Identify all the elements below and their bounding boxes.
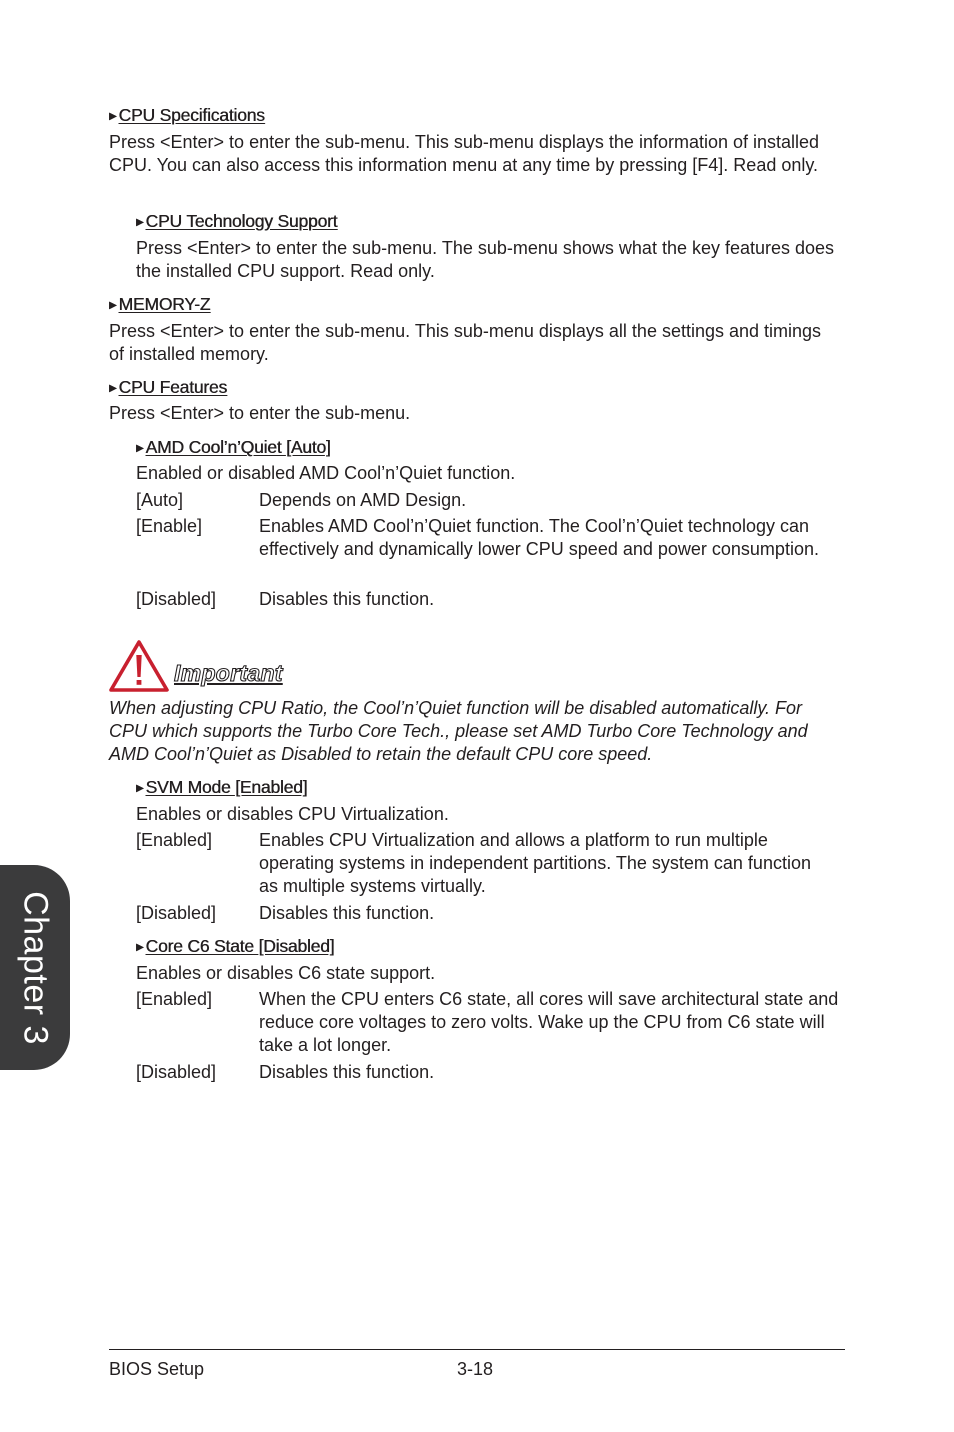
cpu-specifications-text: Press <Enter> to enter the sub-menu. This sub-menu displays the information of installed CPU. You can also access this information menu at any time by pressing [F4]. Read only. bbox=[109, 132, 820, 175]
svm-mode-text: Enables or disables CPU Virtualization. bbox=[136, 804, 449, 824]
option-description: Enables AMD Cool’n’Quiet function. The Cool’n’Quiet technology can effectively and dynamically lower CPU speed and power consumption. bbox=[259, 516, 819, 559]
core-c6-state-heading: ▶ Core C6 State [Disabled] bbox=[136, 935, 334, 959]
triangle-bullet-icon: ▶ bbox=[109, 383, 117, 394]
triangle-bullet-icon: ▶ bbox=[109, 111, 117, 122]
triangle-bullet-icon: ▶ bbox=[136, 942, 144, 953]
triangle-bullet-icon: ▶ bbox=[109, 300, 117, 311]
cpu-specifications-heading: ▶ CPU Specifications bbox=[109, 104, 265, 128]
option-key: [Disabled] bbox=[136, 903, 217, 923]
triangle-bullet-icon: ▶ bbox=[136, 443, 144, 454]
option-key: [Disabled] bbox=[136, 589, 217, 609]
option-key: [Disabled] bbox=[136, 1062, 217, 1082]
cpu-technology-support-heading: ▶ CPU Technology Support bbox=[136, 210, 337, 234]
footer-rule bbox=[109, 1349, 845, 1350]
option-key: [Enabled] bbox=[136, 989, 213, 1009]
option-description: Enables CPU Virtualization and allows a platform to run multiple operating systems in independent partitions. The system can function as multiple systems virtually. bbox=[259, 830, 811, 896]
chapter-tab-label: Chapter 3 bbox=[16, 891, 55, 1045]
cpu-technology-support-text: Press <Enter> to enter the sub-menu. The sub-menu shows what the key features does the installed CPU support. Read only. bbox=[136, 238, 835, 281]
option-description: Depends on AMD Design. bbox=[259, 490, 467, 510]
amd-cool-n-quiet-heading: ▶ AMD Cool’n’Quiet [Auto] bbox=[136, 436, 331, 460]
option-description: Disables this function. bbox=[259, 1062, 435, 1082]
option-description: Disables this function. bbox=[259, 589, 435, 609]
cpu-features-heading: ▶ CPU Features bbox=[109, 376, 227, 400]
option-key: [Enable] bbox=[136, 516, 203, 536]
svm-mode-heading: ▶ SVM Mode [Enabled] bbox=[136, 776, 307, 800]
memory-z-heading: ▶ MEMORY-Z bbox=[109, 293, 210, 317]
memory-z-text: Press <Enter> to enter the sub-menu. This sub-menu displays all the settings and timings of installed memory. bbox=[109, 321, 822, 364]
important-note: When adjusting CPU Ratio, the Cool’n’Quiet function will be disabled automatically. For CPU which supports the Turbo Core Tech., please set AMD Turbo Core Technology and AMD Cool’n’Quiet as Disabled to retain the default CPU core speed. bbox=[109, 698, 808, 764]
core-c6-state-text: Enables or disables C6 state support. bbox=[136, 963, 436, 983]
option-description: When the CPU enters C6 state, all cores will save architectural state and reduce core voltages to zero volts. Wake up the CPU from C6 state will take a lot longer. bbox=[259, 989, 839, 1055]
triangle-bullet-icon: ▶ bbox=[136, 783, 144, 794]
footer-title: BIOS Setup bbox=[109, 1359, 205, 1379]
amd-cool-n-quiet-text: Enabled or disabled AMD Cool’n’Quiet function. bbox=[136, 463, 516, 483]
warning-icon bbox=[108, 639, 170, 693]
page-number: 3-18 bbox=[457, 1359, 494, 1379]
triangle-bullet-icon: ▶ bbox=[136, 217, 144, 228]
cpu-features-text: Press <Enter> to enter the sub-menu. bbox=[109, 403, 411, 423]
option-description: Disables this function. bbox=[259, 903, 435, 923]
option-key: [Enabled] bbox=[136, 830, 213, 850]
option-key: [Auto] bbox=[136, 490, 184, 510]
chapter-tab bbox=[0, 865, 70, 1070]
important-title: Important bbox=[174, 660, 283, 686]
